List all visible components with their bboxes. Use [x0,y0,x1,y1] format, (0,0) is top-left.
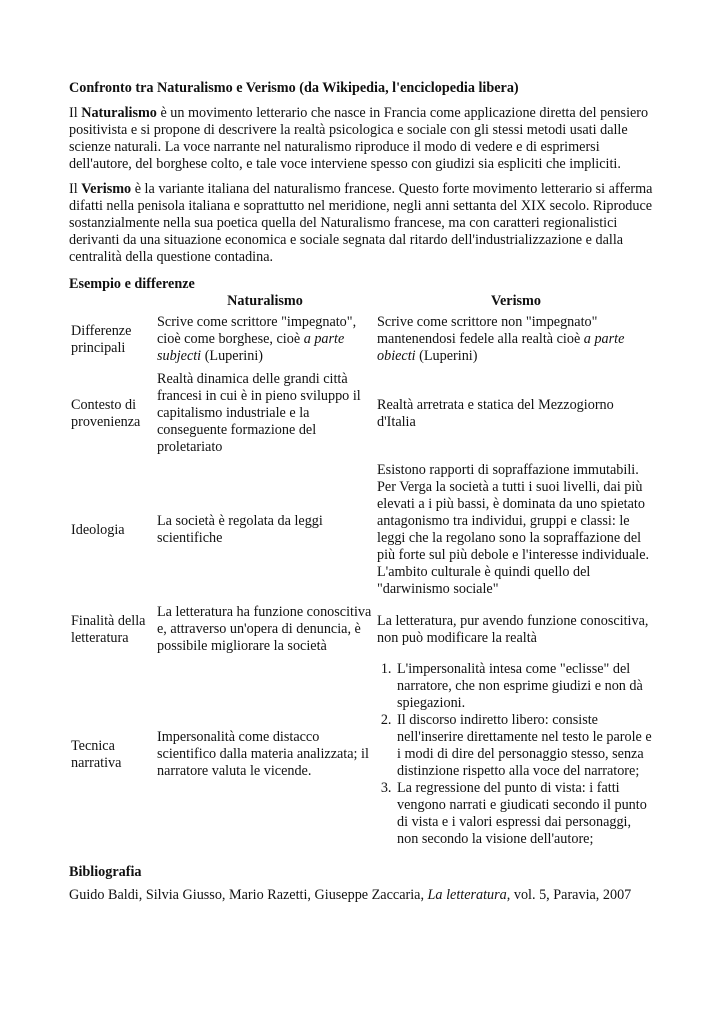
row-label: Tecnica narrativa [71,737,122,771]
cell-naturalismo [155,312,375,369]
list-item: 2. Il discorso indiretto libero: consiste nell'inserire direttamente nel testo le parole e i modi di dire del personaggio stesso, senza distinzione rispetto alla voce del narratore; [395,712,655,780]
table-row [69,659,657,852]
cell-verismo [375,659,657,852]
header-verismo: Verismo [491,293,541,309]
term-verismo: Verismo [81,181,132,197]
para2-prefix: Il [69,181,82,197]
paragraph-verismo [69,181,657,266]
table-row [69,312,657,369]
comparison-table [69,293,657,852]
section-title-esempio: Esempio e differenze [69,276,195,292]
cell-italic: a parte obiecti [377,331,625,364]
bibliography-title: Bibliografia [69,864,142,880]
technique-list [377,661,655,848]
biblio-authors: Guido Baldi, Silvia Giusso, Mario Razetti, Giuseppe Zaccaria, [69,887,428,903]
header-empty [69,293,155,312]
cell-naturalismo: Realtà dinamica delle grandi città francesi in cui è in pieno sviluppo il capitalismo industriale e la conseguente formazione del proletariato [157,371,361,455]
para1-body: è un movimento letterario che nasce in Francia come applicazione diretta del pensiero positivista e si propone di descrivere la realtà psicologica e sociale con gli stessi metodi usati dalle scienze naturali. La voce narrante nel naturalismo riproduce il modo di vedere e di esprimersi dell'autore, del borghese colto, e tale voce interviene spesso con giudizi sia espliciti che impliciti. [69,105,649,172]
cell-text: (Luperini) [201,348,263,364]
table-row [69,369,657,460]
list-item: 3. La regressione del punto di vista: i fatti vengono narrati e giudicati secondo il punto di vista e i valori espressi dai personaggi, non secondo la visione dell'autore; [395,780,655,848]
cell-italic: a parte subjecti [157,331,345,364]
cell-text: Scrive come scrittore non "impegnato" mantenendosi fedele alla realtà cioè [377,314,598,347]
table-row [69,602,657,659]
para2-body: è la variante italiana del naturalismo francese. Questo forte movimento letterario si afferma difatti nella penisola italiana e soprattutto nel meridione, negli anni settanta del XIX secolo. Riproduce sostanzialmente nella sua poetica quella del Naturalismo francese, ma con caratteri regionalistici derivanti da una situazione economica e sociale segnata dal ritardo dell'industrializzazione e dalla centralità della questione contadina. [69,181,653,265]
cell-verismo: Realtà arretrata e statica del Mezzogiorno d'Italia [377,396,614,430]
cell-naturalismo: La società è regolata da leggi scientifiche [157,513,323,546]
para1-prefix: Il [69,105,82,121]
document-page [69,80,657,904]
row-label: Differenze principali [71,322,132,356]
bibliography-entry [69,887,657,904]
cell-verismo: Esistono rapporti di sopraffazione immutabili. Per Verga la società a tutti i suoi livelli, dai più elevati a i più bassi, è dominata da uno spietato antagonismo tra individui, gruppi e classi: le leggi che la regolano sono la sopraffazione del più forte sul più debole e l'interesse individuale. L'ambito culturale è quindi quello del "darwinismo sociale" [377,462,650,597]
paragraph-naturalismo [69,105,657,173]
cell-naturalismo: La letteratura ha funzione conoscitiva e, attraverso un'opera di denuncia, è possibile migliorare la società [157,604,372,654]
table-header-row [69,293,657,312]
row-label: Contesto di provenienza [71,396,141,430]
header-naturalismo: Naturalismo [227,293,303,309]
cell-naturalismo: Impersonalità come distacco scientifico dalla materia analizzata; il narratore valuta le vicende. [157,729,369,779]
cell-text: Scrive come scrittore "impegnato", cioè come borghese, cioè [157,314,357,347]
cell-verismo [375,312,657,369]
biblio-work-title: La letteratura [427,887,507,903]
cell-text: (Luperini) [415,348,478,364]
document-title: Confronto tra Naturalismo e Verismo (da Wikipedia, l'enciclopedia libera) [69,80,519,96]
list-item: 1. L'impersonalità intesa come "eclisse" del narratore, che non esprime giudizi e non dà spiegazioni. [395,661,655,712]
cell-verismo: La letteratura, pur avendo funzione conoscitiva, non può modificare la realtà [377,612,649,646]
biblio-details: , vol. 5, Paravia, 2007 [506,887,632,903]
term-naturalismo: Naturalismo [81,105,157,121]
table-row [69,460,657,602]
row-label: Ideologia [71,521,125,538]
row-label: Finalità della letteratura [71,612,146,646]
